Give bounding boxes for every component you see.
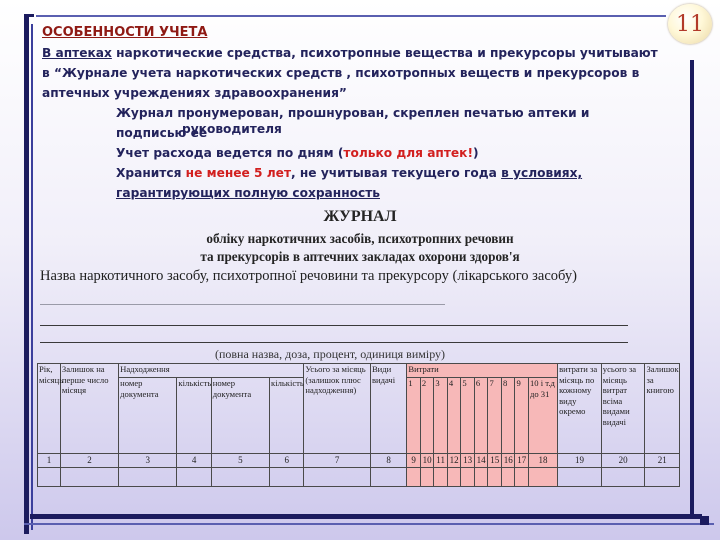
column-number: 10 (420, 454, 434, 468)
data-cell (447, 468, 461, 487)
header-day: 2 (420, 378, 434, 454)
data-cell (488, 468, 502, 487)
header-doc-number-1: номер документа (119, 378, 177, 454)
substance-line-3 (40, 342, 628, 343)
column-number: 8 (370, 454, 406, 468)
header-balance-book: Залишок за книгою (645, 364, 680, 454)
column-number: 5 (211, 454, 269, 468)
header-expenses: Витрати (407, 364, 558, 378)
frame-left-bar (24, 14, 29, 534)
header-total-month: Усього за місяць (залишок плюс надходження) (304, 364, 371, 454)
frame-bottom-bar (30, 514, 702, 519)
data-cell (211, 468, 269, 487)
header-year-month: Рік, місяць (38, 364, 61, 454)
column-number: 7 (304, 454, 371, 468)
data-cell (558, 468, 602, 487)
substance-name-label: Назва наркотичного засобу, психотропної речовини та прекурсору (лікарського засобу) (40, 268, 577, 284)
data-cell (38, 468, 61, 487)
header-day: 7 (488, 378, 502, 454)
notes-paragraph-4: Хранится не менее 5 лет, не учитывая текущего года в условиях, гарантирующих полную сохранность (116, 166, 583, 200)
header-day: 5 (461, 378, 475, 454)
data-cell (60, 468, 118, 487)
data-cell (528, 468, 557, 487)
column-number: 15 (488, 454, 502, 468)
column-number: 9 (407, 454, 421, 468)
journal-table (37, 363, 680, 487)
column-number: 19 (558, 454, 602, 468)
notes-paragraph-2-line2: руководителя (182, 122, 282, 136)
substance-line-1 (40, 304, 445, 305)
notes-paragraph-3: Учет расхода ведется по дням (только для аптек!) (116, 146, 479, 160)
header-balance-start: Залишок на перше число місяця (60, 364, 118, 454)
data-cell (601, 468, 645, 487)
journal-title: ЖУРНАЛ (323, 208, 397, 225)
header-day: 9 (515, 378, 529, 454)
column-number: 13 (461, 454, 475, 468)
slide-number-badge (668, 4, 712, 44)
column-number: 18 (528, 454, 557, 468)
notes-paragraph-1: В аптеках наркотические средства, психотропные вещества и прекурсоры учитывают в “Журнале учета наркотических средств , психотропных веществ и прекурсоров в аптечных учреждениях здравоохранения” (42, 46, 658, 100)
data-cell (407, 468, 421, 487)
column-number: 12 (447, 454, 461, 468)
journal-subtitle-2: та прекурсорів в аптечних закладах охорони здоров'я (200, 249, 520, 264)
header-receipts: Надходження (119, 364, 304, 378)
column-number: 6 (270, 454, 304, 468)
column-number: 14 (474, 454, 488, 468)
header-quantity-1: кількість (177, 378, 211, 454)
accounting-notes (42, 22, 662, 203)
notes-paragraph-2: Журнал пронумерован, прошнурован, скреплен печатью аптеки и подписью ее (116, 106, 590, 140)
data-cell (515, 468, 529, 487)
frame-bottom-line (24, 523, 714, 525)
header-day: 1 (407, 378, 421, 454)
journal-subtitle-1: обліку наркотичних засобів, психотропних речовин (206, 231, 514, 246)
header-day: 6 (474, 378, 488, 454)
header-doc-number-2: номер документа (211, 378, 269, 454)
data-cell (119, 468, 177, 487)
column-number: 17 (515, 454, 529, 468)
data-cell (434, 468, 448, 487)
data-cell (461, 468, 475, 487)
data-cell (645, 468, 680, 487)
header-expenses-month-by-type: витрати за місяць по кожному виду окремо (558, 364, 602, 454)
data-cell (304, 468, 371, 487)
data-cell (501, 468, 515, 487)
header-total-expenses: усього за місяць витрат всіма видами видачі (601, 364, 645, 454)
full-name-caption: (повна назва, доза, процент, одиниця виміру) (214, 347, 446, 361)
data-cell (474, 468, 488, 487)
column-number: 4 (177, 454, 211, 468)
header-quantity-2: кількість (270, 378, 304, 454)
frame-left-thin-bar (31, 24, 33, 530)
data-cell (270, 468, 304, 487)
substance-line-2 (40, 325, 628, 326)
header-issue-types: Види видачі (370, 364, 406, 454)
column-number: 16 (501, 454, 515, 468)
slide-number: 11 (676, 11, 704, 37)
header-day: 8 (501, 378, 515, 454)
column-number: 20 (601, 454, 645, 468)
header-day: 4 (447, 378, 461, 454)
column-number: 3 (119, 454, 177, 468)
frame-right-bar (690, 60, 694, 516)
notes-title: ОСОБЕННОСТИ УЧЕТА (42, 25, 208, 40)
data-cell (420, 468, 434, 487)
frame-top-bar (24, 14, 34, 17)
frame-top-line (36, 15, 666, 17)
header-day: 3 (434, 378, 448, 454)
data-cell (370, 468, 406, 487)
data-cell (177, 468, 211, 487)
column-number: 11 (434, 454, 448, 468)
column-number: 2 (60, 454, 118, 468)
header-day-10-to-31: 10 і т.д до 31 (528, 378, 557, 454)
column-number: 21 (645, 454, 680, 468)
column-number: 1 (38, 454, 61, 468)
frame-bottom-right-square (700, 516, 709, 525)
